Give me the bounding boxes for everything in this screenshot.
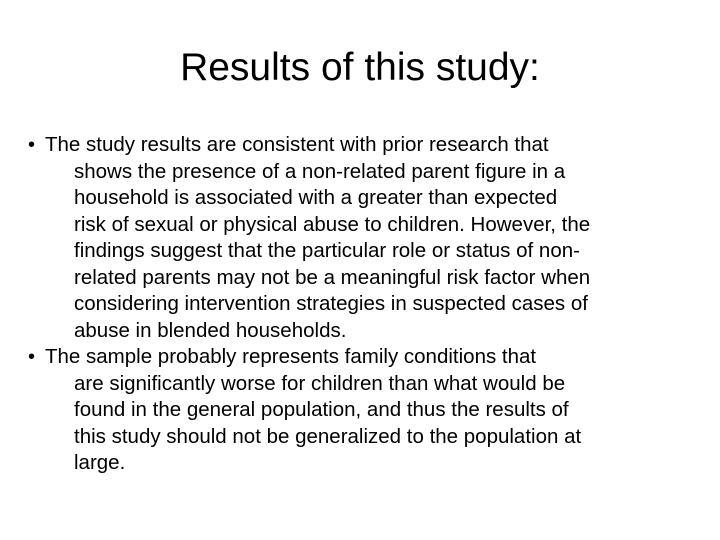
- bullet-text-line: shows the presence of a non-related parent figure in a: [74, 159, 566, 183]
- bullet-text-line: considering intervention strategies in suspected cases of: [74, 292, 588, 315]
- bullet-text-line: The sample probably represents family conditions that: [45, 345, 537, 368]
- bullet-text-line: household is associated with a greater than expected: [74, 186, 558, 209]
- bullet-icon: •: [28, 346, 36, 368]
- bullet-text-line: are significantly worse for children than what would be: [74, 371, 566, 395]
- bullet-text-line: large.: [74, 451, 126, 474]
- bullet-icon: •: [28, 134, 36, 156]
- bullet-text-line: findings suggest that the particular role or status of non-: [74, 239, 580, 262]
- bullet-list: [0, 132, 720, 477]
- bullet-item: [0, 132, 720, 344]
- bullet-text-line: abuse in blended households.: [74, 318, 347, 342]
- bullet-text-line: related parents may not be a meaningful risk factor when: [74, 265, 591, 289]
- bullet-item: [0, 344, 720, 477]
- bullet-text-line: this study should not be generalized to the population at: [74, 424, 582, 448]
- slide-title: Results of this study:: [180, 46, 540, 89]
- bullet-text-line: The study results are consistent with prior research that: [45, 133, 549, 156]
- bullet-text-line: risk of sexual or physical abuse to children. However, the: [74, 212, 591, 236]
- bullet-text-line: found in the general population, and thus the results of: [74, 398, 569, 421]
